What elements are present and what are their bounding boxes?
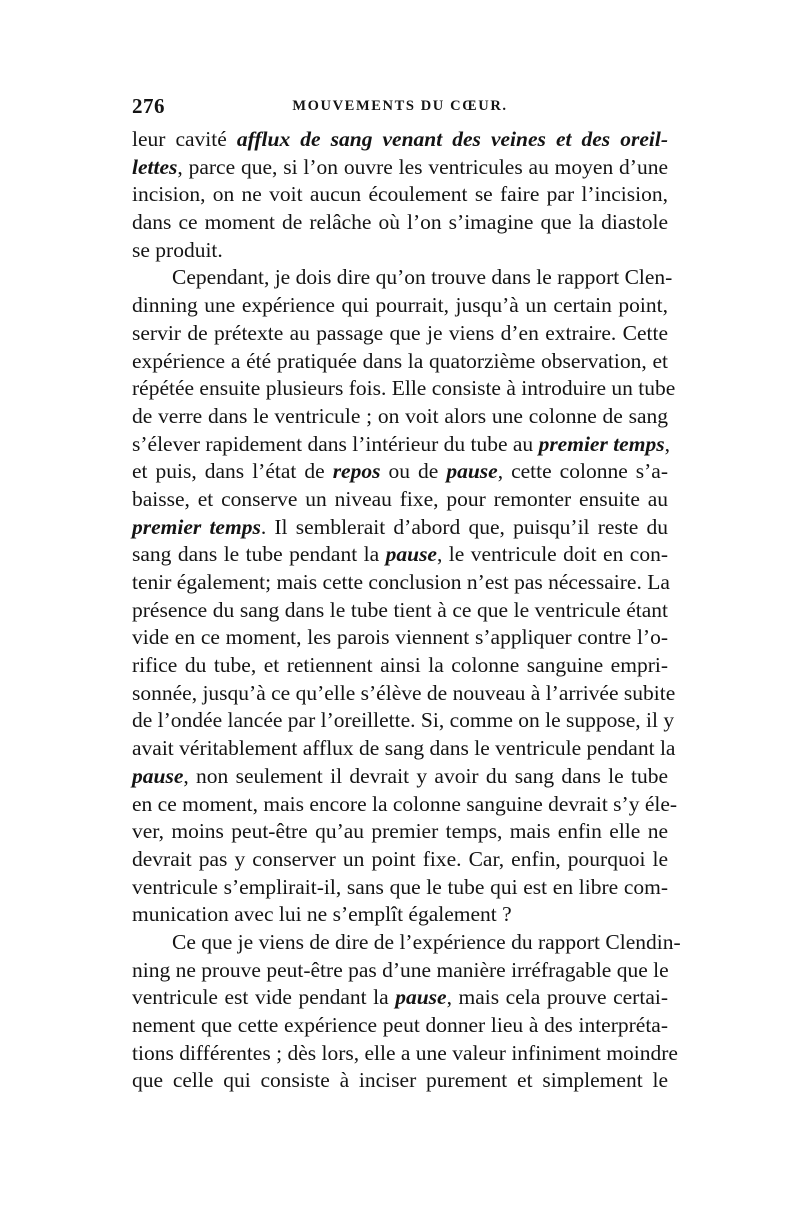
text-run: ventricule est vide pendant la	[132, 985, 396, 1010]
text-line	[132, 624, 668, 652]
text-line	[132, 126, 668, 154]
text-line	[132, 237, 668, 265]
text-run: sonnée, jusqu’à ce qu’elle s’élève de nouveau à l’arrivée subite	[132, 680, 676, 705]
text-run: dans ce moment de relâche où l’on s’imagine que la diastole	[132, 210, 668, 235]
text-run: Cependant, je dois dire qu’on trouve dans le rapport Clen-	[172, 265, 673, 290]
text-line	[132, 984, 668, 1012]
text-run: Ce que je viens de dire de l’expérience du rapport Clendin-	[172, 929, 681, 954]
text-line	[132, 597, 668, 625]
text-run: devrait pas y conserver un point fixe. Car, enfin, pourquoi le	[132, 846, 668, 871]
text-line	[132, 320, 668, 348]
text-run: en ce moment, mais encore la colonne sanguine devrait s’y éle-	[132, 791, 678, 816]
text-line	[132, 818, 668, 846]
text-line	[132, 458, 668, 486]
running-head: MOUVEMENTS DU CŒUR.	[292, 98, 508, 114]
italic-text-run: repos	[332, 459, 381, 484]
text-line	[132, 431, 668, 459]
text-line	[132, 514, 668, 542]
italic-text-run: premier temps	[538, 431, 665, 456]
text-line	[132, 1040, 678, 1068]
body-text	[132, 126, 681, 1095]
text-line	[132, 652, 668, 680]
italic-text-run: pause	[395, 985, 447, 1010]
text-run: dinning une expérience qui pourrait, jusqu’à un certain point,	[132, 293, 668, 318]
text-run: tions différentes ; dès lors, elle a une valeur infiniment moindre	[132, 1040, 678, 1065]
text-line	[132, 348, 668, 376]
italic-text-run: premier temps	[132, 514, 261, 539]
text-line	[132, 181, 668, 209]
text-run: et puis, dans l’état de	[132, 459, 333, 484]
text-line	[132, 1012, 668, 1040]
text-line	[132, 874, 668, 902]
text-line	[132, 209, 668, 237]
italic-text-run: afflux de sang venant des veines et des oreil-	[236, 127, 668, 151]
text-line	[132, 1067, 668, 1095]
text-run: , cette colonne s’a-	[497, 459, 668, 484]
text-line	[132, 292, 668, 320]
text-run: avait véritablement afflux de sang dans le ventricule pendant la	[132, 736, 676, 761]
text-line	[132, 154, 668, 182]
text-run: ning ne prouve peut-être pas d’une manière irréfragable que le	[132, 957, 669, 982]
text-line	[132, 929, 681, 957]
text-line	[132, 707, 675, 735]
italic-text-run: pause	[385, 542, 437, 567]
page-header	[132, 94, 668, 124]
text-line	[132, 735, 676, 763]
text-run: , non seulement il devrait y avoir du sang dans le tube	[183, 763, 668, 788]
text-run: se produit.	[132, 237, 223, 262]
text-run: expérience a été pratiquée dans la quatorzième observation, et	[132, 348, 668, 373]
text-run: munication avec lui ne s’emplît également ?	[132, 902, 512, 927]
text-line	[132, 264, 673, 292]
text-run: ,	[664, 431, 670, 456]
text-run: sang dans le tube pendant la	[132, 542, 386, 567]
text-run: incision, on ne voit aucun écoulement se faire par l’incision,	[132, 182, 668, 207]
text-line	[132, 541, 668, 569]
text-run: baisse, et conserve un niveau fixe, pour remonter ensuite au	[132, 486, 668, 511]
text-run: que celle qui consiste à inciser purement et simplement le	[132, 1068, 668, 1093]
italic-text-run: pause	[446, 459, 498, 484]
text-run: de l’ondée lancée par l’oreillette. Si, comme on le suppose, il y	[132, 708, 675, 733]
text-run: , mais cela prouve certai-	[446, 985, 668, 1010]
text-line	[132, 763, 668, 791]
text-run: ver, moins peut-être qu’au premier temps, mais enfin elle ne	[132, 819, 668, 844]
text-line	[132, 846, 668, 874]
text-line	[132, 403, 668, 431]
text-run: ou de	[380, 459, 447, 484]
italic-text-run: lettes	[132, 154, 178, 179]
text-run: leur cavité	[132, 127, 237, 151]
text-run: , le ventricule doit en con-	[436, 542, 668, 567]
text-run: répétée ensuite plusieurs fois. Elle consiste à introduire un tube	[132, 376, 676, 401]
text-run: s’élever rapidement dans l’intérieur du tube au	[132, 431, 539, 456]
text-run: de verre dans le ventricule ; on voit alors une colonne de sang	[132, 403, 668, 428]
text-run: vide en ce moment, les parois viennent s’appliquer contre l’o-	[132, 625, 668, 650]
text-run: nement que cette expérience peut donner lieu à des interpréta-	[132, 1013, 668, 1037]
text-line	[132, 375, 676, 403]
text-run: ventricule s’emplirait-il, sans que le tube qui est en libre com-	[132, 874, 668, 899]
text-line	[132, 791, 678, 819]
text-line	[132, 569, 668, 597]
text-run: présence du sang dans le tube tient à ce que le ventricule étant	[132, 597, 668, 622]
text-run: . Il semblerait d’abord que, puisqu’il reste du	[260, 514, 668, 539]
text-run: , parce que, si l’on ouvre les ventricules au moyen d’une	[177, 154, 668, 179]
text-run: servir de prétexte au passage que je viens d’en extraire. Cette	[132, 320, 668, 345]
text-run: rifice du tube, et retiennent ainsi la colonne sanguine empri-	[132, 653, 668, 678]
text-line	[132, 901, 668, 929]
text-line	[132, 680, 676, 708]
page-number: 276	[132, 94, 165, 118]
text-run: tenir également; mais cette conclusion n’est pas nécessaire. La	[132, 570, 670, 594]
text-line	[132, 957, 668, 985]
italic-text-run: pause	[132, 763, 184, 788]
text-line	[132, 486, 668, 514]
